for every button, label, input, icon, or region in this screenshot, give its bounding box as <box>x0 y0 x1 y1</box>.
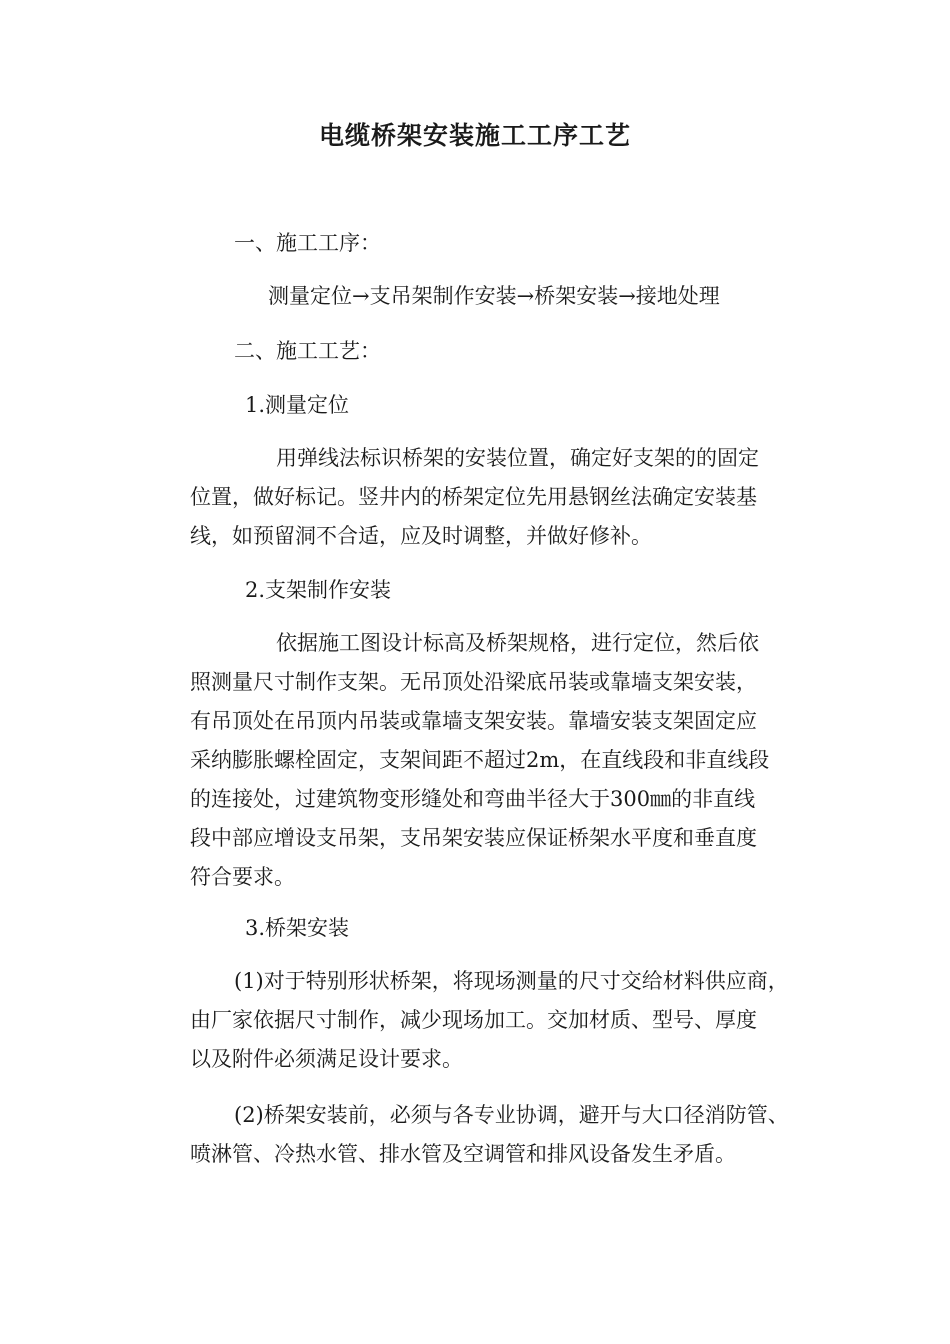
subsection-2-paragraph <box>190 624 830 897</box>
paragraph-line: 线，如预留洞不合适，应及时调整，并做好修补。 <box>190 524 652 548</box>
process-flow: 测量定位→支吊架制作安装→桥架安装→接地处理 <box>268 284 720 308</box>
paragraph-line: 喷淋管、冷热水管、排水管及空调管和排风设备发生矛盾。 <box>190 1142 736 1166</box>
paragraph-line: 段中部应增设支吊架，支吊架安装应保证桥架水平度和垂直度 <box>190 826 757 850</box>
paragraph-line: 用弹线法标识桥架的安装位置，确定好支架的的固定 <box>276 446 759 470</box>
paragraph-line: 的连接处，过建筑物变形缝处和弯曲半径大于300㎜的非直线 <box>190 787 756 811</box>
subsection-1-paragraph <box>190 439 830 556</box>
paragraph-line: 照测量尺寸制作支架。无吊顶处沿梁底吊装或靠墙支架安装， <box>190 670 757 694</box>
paragraph-line: 依据施工图设计标高及桥架规格，进行定位，然后依 <box>276 631 759 655</box>
section1-heading: 一、施工工序： <box>234 231 381 255</box>
document-title: 电缆桥架安装施工工序工艺 <box>318 121 631 150</box>
subsection-2-heading: 2.支架制作安装 <box>245 578 392 602</box>
paragraph-line: 位置，做好标记。竖井内的桥架定位先用悬钢丝法确定安装基 <box>190 485 757 509</box>
section2-heading: 二、施工工艺： <box>234 339 381 363</box>
paragraph-line: 有吊顶处在吊顶内吊装或靠墙支架安装。靠墙安装支架固定应 <box>190 709 757 733</box>
paragraph-line: 符合要求。 <box>190 865 295 889</box>
paragraph-line: (2)桥架安装前，必须与各专业协调，避开与大口径消防管、 <box>234 1103 789 1127</box>
subsection-3-item-1 <box>190 962 830 1079</box>
subsection-3-item-2 <box>190 1096 830 1174</box>
paragraph-line: 由厂家依据尺寸制作，减少现场加工。交加材质、型号、厚度 <box>190 1008 757 1032</box>
paragraph-line: 以及附件必须满足设计要求。 <box>190 1047 463 1071</box>
paragraph-line: (1)对于特别形状桥架，将现场测量的尺寸交给材料供应商， <box>234 969 789 993</box>
subsection-1-heading: 1.测量定位 <box>245 393 350 417</box>
paragraph-line: 采纳膨胀螺栓固定，支架间距不超过2m，在直线段和非直线段 <box>190 748 770 772</box>
subsection-3-heading: 3.桥架安装 <box>245 916 350 940</box>
